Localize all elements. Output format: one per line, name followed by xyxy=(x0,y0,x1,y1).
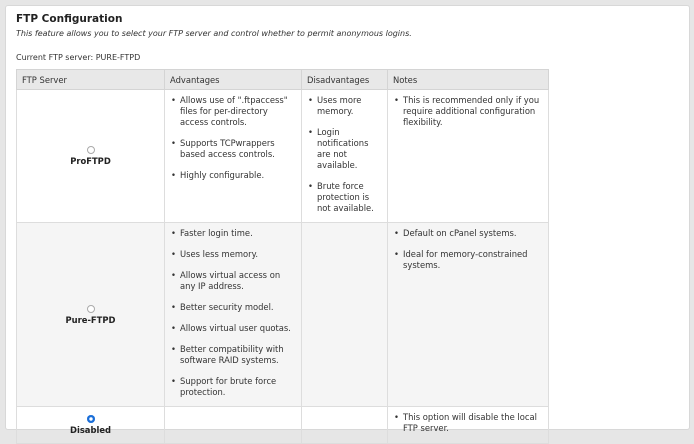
server-label[interactable]: ProFTPD xyxy=(70,156,111,166)
header-ftp-server: FTP Server xyxy=(17,70,165,90)
disadvantages-list xyxy=(307,95,382,214)
table-row xyxy=(17,223,549,407)
list-item: • This is recommended only if you require additional configuration flexibility. xyxy=(393,95,543,128)
list-item: • Uses less memory. xyxy=(170,249,296,260)
notes-list xyxy=(393,95,543,128)
list-item: • Uses more memory. xyxy=(307,95,382,117)
server-radio-pure-ftpd[interactable] xyxy=(87,305,95,313)
notes-list xyxy=(393,412,543,434)
ftp-server-table xyxy=(16,69,549,444)
list-item: • Support for brute force protection. xyxy=(170,376,296,398)
page-title: FTP Configuration xyxy=(16,13,123,25)
advantages-cell xyxy=(165,223,302,407)
disadvantages-cell xyxy=(302,223,388,407)
server-radio-disabled[interactable] xyxy=(87,415,95,423)
server-radio-proftpd[interactable] xyxy=(87,146,95,154)
list-item: • Better compatibility with software RAID systems. xyxy=(170,344,296,366)
list-item: • Supports TCPwrappers based access controls. xyxy=(170,138,296,160)
header-advantages: Advantages xyxy=(165,70,302,90)
list-item: • Login notifications are not available. xyxy=(307,127,382,171)
list-item: • Ideal for memory-constrained systems. xyxy=(393,249,543,271)
advantages-list xyxy=(170,228,296,398)
ftp-configuration-panel xyxy=(5,5,690,435)
advantages-list xyxy=(170,95,296,181)
page-description: This feature allows you to select your FTP server and control whether to permit anonymous logins. xyxy=(16,29,412,38)
list-item: • Allows use of ".ftpaccess" files for per-directory access controls. xyxy=(170,95,296,128)
list-item: • Faster login time. xyxy=(170,228,296,239)
server-label[interactable]: Disabled xyxy=(70,425,111,435)
advantages-cell xyxy=(165,90,302,223)
header-notes: Notes xyxy=(388,70,549,90)
advantages-cell xyxy=(165,407,302,444)
server-cell[interactable] xyxy=(17,407,165,444)
list-item: • Highly configurable. xyxy=(170,170,296,181)
header-disadvantages: Disadvantages xyxy=(302,70,388,90)
notes-cell xyxy=(388,407,549,444)
table-row xyxy=(17,407,549,444)
notes-list xyxy=(393,228,543,271)
list-item: • Allows virtual user quotas. xyxy=(170,323,296,334)
notes-cell xyxy=(388,223,549,407)
list-item: • This option will disable the local FTP server. xyxy=(393,412,543,434)
table-row xyxy=(17,90,549,223)
disadvantages-cell xyxy=(302,90,388,223)
server-cell[interactable] xyxy=(17,90,165,223)
notes-cell xyxy=(388,90,549,223)
current-ftp-server: Current FTP server: PURE-FTPD xyxy=(16,53,141,62)
disadvantages-cell xyxy=(302,407,388,444)
list-item: • Brute force protection is not available. xyxy=(307,181,382,214)
list-item: • Default on cPanel systems. xyxy=(393,228,543,239)
list-item: • Better security model. xyxy=(170,302,296,313)
server-label[interactable]: Pure-FTPD xyxy=(65,314,116,325)
server-cell[interactable] xyxy=(17,223,165,407)
list-item: • Allows virtual access on any IP address. xyxy=(170,270,296,292)
